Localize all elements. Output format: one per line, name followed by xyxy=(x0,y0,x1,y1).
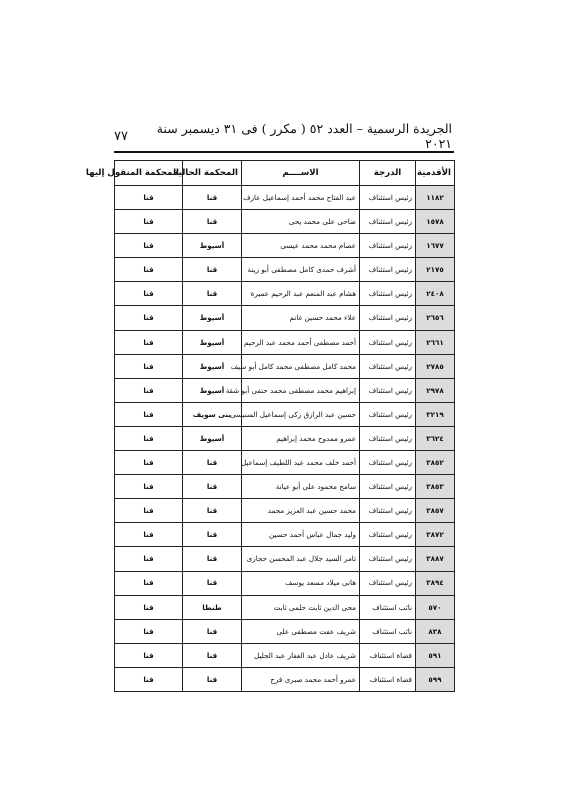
cell-current-court: قنا xyxy=(182,451,241,475)
gazette-title: الجريدة الرسمية – العدد ٥٢ ( مكرر ) فى ٣١ ديسمبر سنة ٢٠٢١ xyxy=(156,121,452,151)
cell-seniority: ٢٧٨٥ xyxy=(415,355,454,379)
table-row xyxy=(115,331,454,355)
cell-current-court: أسيوط xyxy=(182,306,241,330)
table-row xyxy=(115,427,454,451)
judges-transfer-table xyxy=(85,160,455,692)
cell-name: أشرف حمدى كامل مصطفى أبو زينة xyxy=(241,258,359,282)
cell-grade: رئيس استئناف xyxy=(359,186,415,210)
cell-name: حسين عبد الرازق زكى إسماعيل السنيسى xyxy=(241,403,359,427)
cell-destination-court: قنا xyxy=(115,523,182,547)
cell-grade: رئيس استئناف xyxy=(359,210,415,234)
cell-grade: رئيس استئناف xyxy=(359,258,415,282)
cell-current-court: أسيوط xyxy=(182,379,241,403)
cell-current-court: قنا xyxy=(182,644,241,668)
cell-destination-court: قنا xyxy=(115,379,182,403)
table-row xyxy=(115,210,454,234)
cell-seniority: ٣٨٥٢ xyxy=(415,451,454,475)
cell-grade: نائب استئناف xyxy=(359,596,415,620)
cell-current-court: قنا xyxy=(182,668,241,691)
table-row xyxy=(115,379,454,403)
cell-grade: قضاة استئناف xyxy=(359,644,415,668)
cell-grade: قضاة استئناف xyxy=(359,668,415,691)
cell-current-court: أسيوط xyxy=(182,331,241,355)
cell-name: أحمد مصطفى أحمد محمد عبد الرحيم xyxy=(241,331,359,355)
cell-grade: رئيس استئناف xyxy=(359,475,415,499)
table-header-row xyxy=(115,161,454,186)
cell-destination-court: قنا xyxy=(115,186,182,210)
cell-grade: رئيس استئناف xyxy=(359,451,415,475)
cell-name: هانى ميلاد مسعد يوسف xyxy=(241,572,359,596)
cell-name: عصام محمد محمد عيسى xyxy=(241,234,359,258)
page-number: ٧٧ xyxy=(114,128,128,144)
cell-name: عمرو ممدوح محمد إبراهيم xyxy=(241,427,359,451)
cell-name: عبد الفتاح محمد أحمد إسماعيل عارف xyxy=(241,186,359,210)
table-row xyxy=(115,668,454,691)
table-row xyxy=(115,475,454,499)
cell-name: علاء محمد حسين غانم xyxy=(241,306,359,330)
cell-name: تامر السيد جلال عبد المحسن حجازى xyxy=(241,547,359,571)
cell-current-court: قنا xyxy=(182,572,241,596)
cell-current-court: قنا xyxy=(182,475,241,499)
table-row xyxy=(115,523,454,547)
cell-seniority: ٣٨٨٧ xyxy=(415,547,454,571)
cell-grade: رئيس استئناف xyxy=(359,306,415,330)
table-row xyxy=(115,499,454,523)
cell-current-court: قنا xyxy=(182,210,241,234)
table-row xyxy=(115,547,454,571)
cell-grade: رئيس استئناف xyxy=(359,572,415,596)
cell-grade: رئيس استئناف xyxy=(359,427,415,451)
cell-destination-court: قنا xyxy=(115,331,182,355)
cell-destination-court: قنا xyxy=(115,210,182,234)
cell-seniority: ٢٦٦١ xyxy=(415,331,454,355)
cell-destination-court: قنا xyxy=(115,475,182,499)
cell-current-court: طنطا xyxy=(182,596,241,620)
header-rule xyxy=(114,151,454,153)
cell-destination-court: قنا xyxy=(115,620,182,644)
cell-grade: رئيس استئناف xyxy=(359,331,415,355)
table-row xyxy=(115,355,454,379)
table-row xyxy=(115,572,454,596)
cell-grade: رئيس استئناف xyxy=(359,355,415,379)
cell-seniority: ٢٤٠٨ xyxy=(415,282,454,306)
cell-destination-court: قنا xyxy=(115,451,182,475)
cell-destination-court: قنا xyxy=(115,572,182,596)
header-name: الاســــم xyxy=(241,161,359,186)
header-destination-court: المحكمة المنقول إليها xyxy=(115,161,182,186)
cell-seniority: ٥٧٠ xyxy=(415,596,454,620)
table-row xyxy=(115,620,454,644)
cell-current-court: قنا xyxy=(182,186,241,210)
table-row xyxy=(115,644,454,668)
cell-current-court: قنا xyxy=(182,523,241,547)
cell-grade: رئيس استئناف xyxy=(359,523,415,547)
cell-name: أحمد خلف محمد عبد اللطيف إسماعيل xyxy=(241,451,359,475)
cell-name: شريف عفت مصطفى على xyxy=(241,620,359,644)
cell-current-court: أسيوط xyxy=(182,355,241,379)
cell-seniority: ٣٨٥٧ xyxy=(415,499,454,523)
cell-grade: نائب استئناف xyxy=(359,620,415,644)
cell-destination-court: قنا xyxy=(143,674,154,684)
cell-current-court: أسيوط xyxy=(182,427,241,451)
cell-grade: رئيس استئناف xyxy=(359,379,415,403)
cell-current-court: قنا xyxy=(182,620,241,644)
cell-destination-court: قنا xyxy=(115,258,182,282)
cell-current-court: بنى سويف xyxy=(182,403,241,427)
cell-name: وليد جمال عباس أحمد حسين xyxy=(241,523,359,547)
cell-destination-court: قنا xyxy=(115,596,182,620)
cell-destination-court: قنا xyxy=(115,403,182,427)
header-grade: الدرجة xyxy=(359,161,415,186)
cell-name: سامح محمود على أبو عيانة xyxy=(241,475,359,499)
cell-current-court: قنا xyxy=(182,282,241,306)
cell-seniority: ٢١٧٥ xyxy=(415,258,454,282)
cell-grade: رئيس استئناف xyxy=(359,282,415,306)
cell-seniority: ٥٩٩ xyxy=(415,668,454,691)
cell-name: ضاحى على محمد يحى xyxy=(241,210,359,234)
cell-seniority: ٣٨٧٢ xyxy=(415,523,454,547)
cell-destination-court: قنا xyxy=(115,427,182,451)
cell-seniority: ٣٨٩٤ xyxy=(415,572,454,596)
cell-destination-court: قنا xyxy=(115,499,182,523)
header-current-court: المحكمة الحالية xyxy=(182,161,241,186)
cell-seniority: ١٦٧٧ xyxy=(415,234,454,258)
table-row xyxy=(115,282,454,306)
cell-destination-court: قنا xyxy=(115,282,182,306)
table-row xyxy=(115,596,454,620)
cell-grade: رئيس استئناف xyxy=(359,403,415,427)
cell-seniority: ٥٩١ xyxy=(415,644,454,668)
cell-name: هشام عبد المنعم عبد الرحيم عميرة xyxy=(241,282,359,306)
cell-seniority: ٣٦٢٤ xyxy=(415,427,454,451)
cell-grade: رئيس استئناف xyxy=(359,547,415,571)
cell-name: شريف عادل عبد الغفار عبد الجليل xyxy=(241,644,359,668)
header-seniority: الأقدمية xyxy=(415,161,454,186)
cell-seniority: ٨٣٨ xyxy=(415,620,454,644)
table-row xyxy=(115,258,454,282)
table-row xyxy=(115,186,454,210)
page-header xyxy=(114,121,452,151)
cell-name: إبراهيم محمد مصطفى محمد حنفى أبو شقة xyxy=(241,379,359,403)
cell-seniority: ١٥٧٨ xyxy=(415,210,454,234)
cell-destination-court: قنا xyxy=(115,355,182,379)
cell-grade: رئيس استئناف xyxy=(359,499,415,523)
cell-seniority: ٣٨٥٣ xyxy=(415,475,454,499)
table-row xyxy=(115,234,454,258)
table-row xyxy=(115,403,454,427)
cell-current-court: أسيوط xyxy=(182,234,241,258)
cell-seniority: ١١٨٢ xyxy=(415,186,454,210)
cell-seniority: ٢٦٥٦ xyxy=(415,306,454,330)
cell-current-court: قنا xyxy=(182,547,241,571)
cell-destination-court: قنا xyxy=(115,644,182,668)
cell-name: عمرو أحمد محمد صبرى فرج xyxy=(241,668,359,691)
cell-name: محمد حسين عبد العزيز محمد xyxy=(241,499,359,523)
cell-destination-court: قنا xyxy=(115,306,182,330)
cell-current-court: قنا xyxy=(182,258,241,282)
table-row xyxy=(115,306,454,330)
cell-name: محمد كامل مصطفى محمد كامل أبو سيف xyxy=(241,355,359,379)
cell-grade: رئيس استئناف xyxy=(359,234,415,258)
cell-seniority: ٢٩٧٨ xyxy=(415,379,454,403)
cell-seniority: ٣٢١٩ xyxy=(415,403,454,427)
cell-name: محى الدين ثابت حلمى ثابت xyxy=(241,596,359,620)
cell-destination-court: قنا xyxy=(115,547,182,571)
cell-destination-court: قنا xyxy=(115,234,182,258)
table-row xyxy=(115,451,454,475)
cell-current-court: قنا xyxy=(182,499,241,523)
